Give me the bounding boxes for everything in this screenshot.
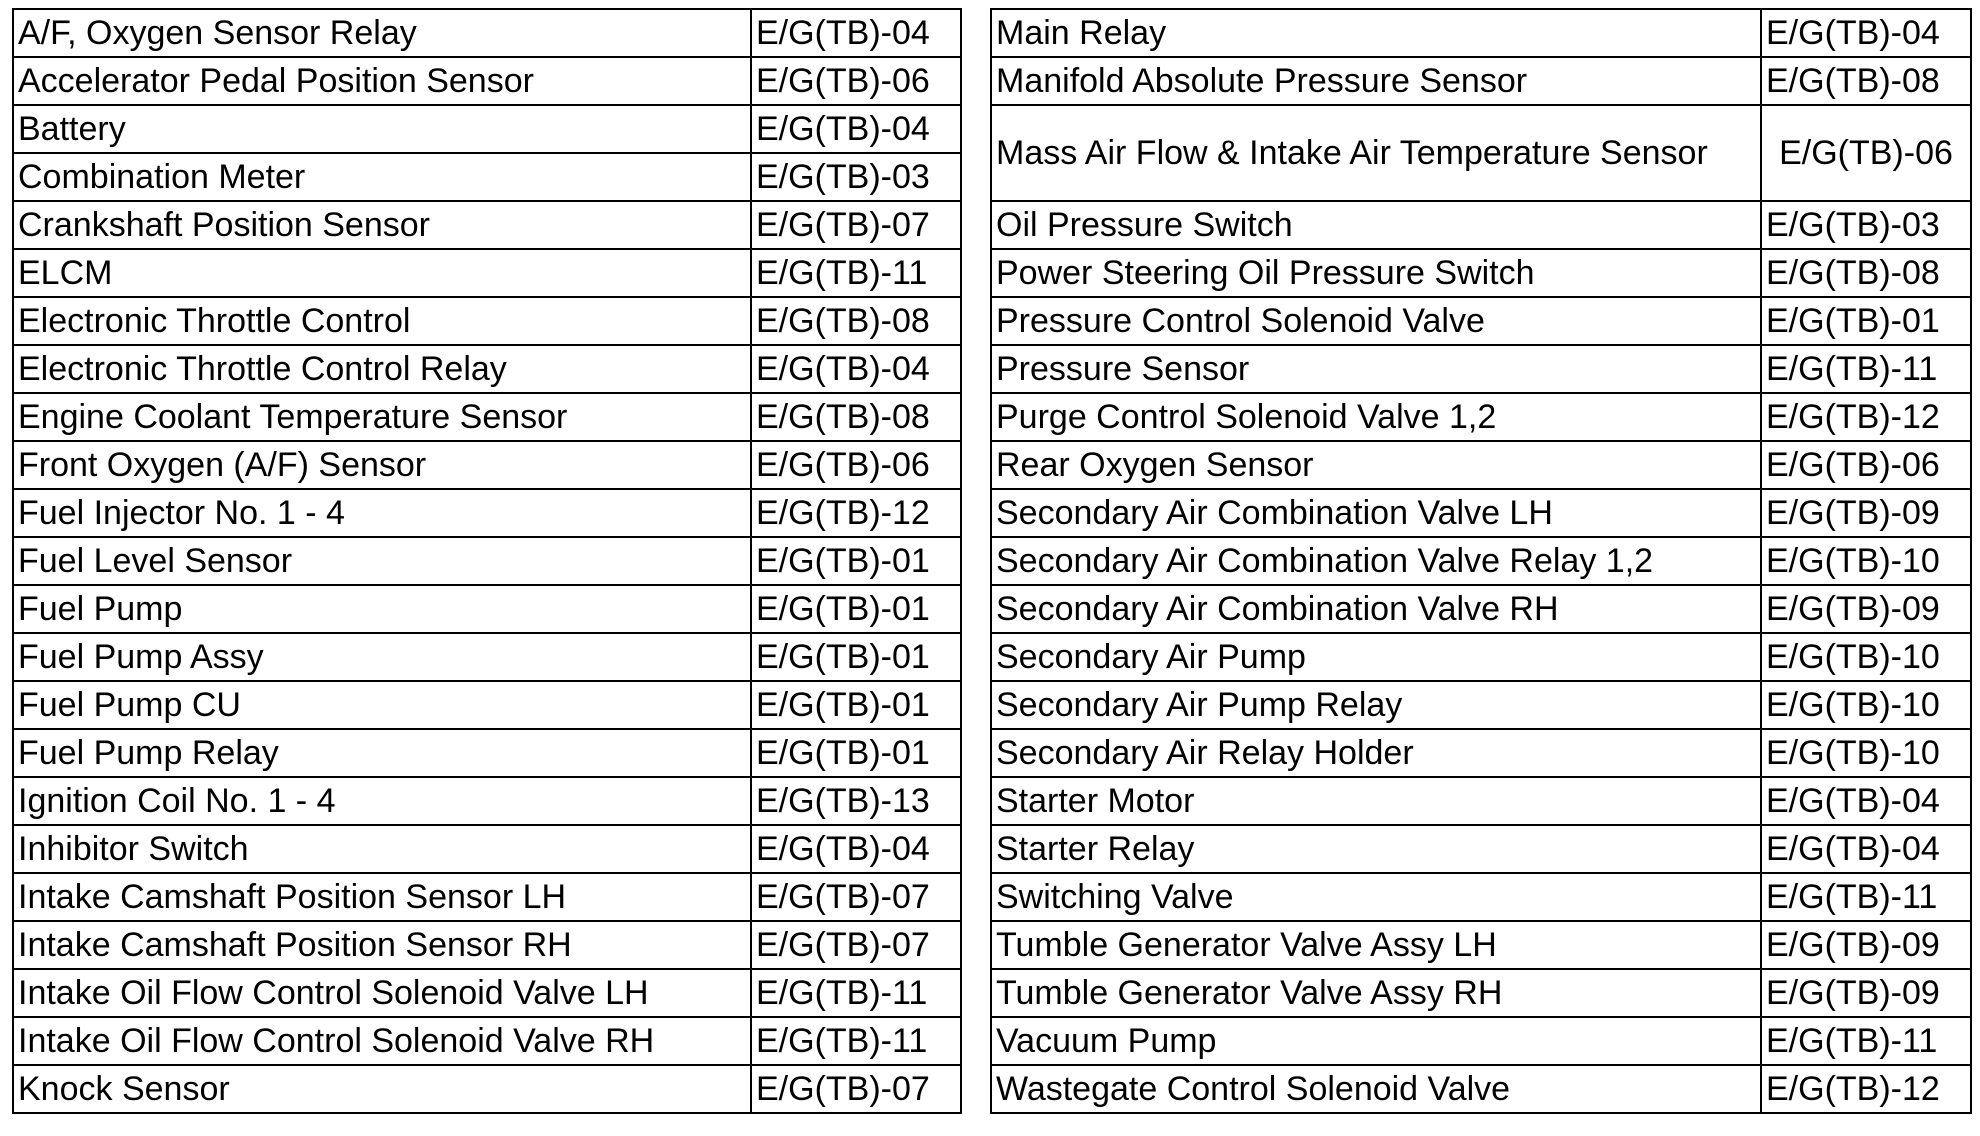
connector-code-left: E/G(TB)-07: [751, 201, 961, 249]
connector-code-left: E/G(TB)-08: [751, 393, 961, 441]
component-name-right: Secondary Air Relay Holder: [991, 729, 1761, 777]
connector-code-left: E/G(TB)-11: [751, 249, 961, 297]
column-gap: [961, 921, 991, 969]
table-row: [13, 537, 1971, 585]
column-gap: [961, 537, 991, 585]
column-gap: [961, 1017, 991, 1065]
component-name-left: Ignition Coil No. 1 - 4: [13, 777, 751, 825]
column-gap: [961, 585, 991, 633]
table-row: [13, 921, 1971, 969]
column-gap: [961, 297, 991, 345]
connector-code-left: E/G(TB)-01: [751, 729, 961, 777]
table-row: [13, 777, 1971, 825]
connector-code-right: E/G(TB)-09: [1761, 585, 1971, 633]
connector-code-left: E/G(TB)-12: [751, 489, 961, 537]
component-name-right: Main Relay: [991, 9, 1761, 57]
component-name-left: Intake Camshaft Position Sensor LH: [13, 873, 751, 921]
connector-code-left: E/G(TB)-13: [751, 777, 961, 825]
component-name-right: Wastegate Control Solenoid Valve: [991, 1065, 1761, 1113]
component-name-right: Power Steering Oil Pressure Switch: [991, 249, 1761, 297]
connector-code-left: E/G(TB)-01: [751, 537, 961, 585]
component-name-left: Fuel Pump: [13, 585, 751, 633]
column-gap: [961, 1065, 991, 1113]
column-gap: [961, 249, 991, 297]
connector-code-left: E/G(TB)-06: [751, 441, 961, 489]
connector-code-left: E/G(TB)-06: [751, 57, 961, 105]
component-name-right: Secondary Air Combination Valve Relay 1,2: [991, 537, 1761, 585]
connector-code-right: E/G(TB)-11: [1761, 1017, 1971, 1065]
connector-code-left: E/G(TB)-11: [751, 969, 961, 1017]
column-gap: [961, 9, 991, 57]
table-row: [13, 393, 1971, 441]
component-name-right: Switching Valve: [991, 873, 1761, 921]
connector-code-right: E/G(TB)-04: [1761, 777, 1971, 825]
column-gap: [961, 441, 991, 489]
connector-code-right: E/G(TB)-10: [1761, 633, 1971, 681]
component-name-left: Engine Coolant Temperature Sensor: [13, 393, 751, 441]
connector-code-left: E/G(TB)-04: [751, 9, 961, 57]
column-gap: [961, 777, 991, 825]
component-name-right: Purge Control Solenoid Valve 1,2: [991, 393, 1761, 441]
component-name-right: Starter Relay: [991, 825, 1761, 873]
column-gap: [961, 105, 991, 153]
connector-code-right: E/G(TB)-11: [1761, 873, 1971, 921]
component-name-left: Fuel Injector No. 1 - 4: [13, 489, 751, 537]
table-row: [13, 1017, 1971, 1065]
component-name-right: Secondary Air Pump: [991, 633, 1761, 681]
component-name-right: Tumble Generator Valve Assy LH: [991, 921, 1761, 969]
connector-code-right: E/G(TB)-08: [1761, 57, 1971, 105]
column-gap: [961, 201, 991, 249]
table-row: [13, 585, 1971, 633]
column-gap: [961, 969, 991, 1017]
table-row: [13, 9, 1971, 57]
component-name-left: A/F, Oxygen Sensor Relay: [13, 9, 751, 57]
component-name-left: Front Oxygen (A/F) Sensor: [13, 441, 751, 489]
component-name-left: Electronic Throttle Control: [13, 297, 751, 345]
connector-code-left: E/G(TB)-01: [751, 633, 961, 681]
column-gap: [961, 489, 991, 537]
component-name-left: Intake Oil Flow Control Solenoid Valve RH: [13, 1017, 751, 1065]
table-row: [13, 681, 1971, 729]
table-row: [13, 873, 1971, 921]
table-row: [13, 489, 1971, 537]
component-name-left: Inhibitor Switch: [13, 825, 751, 873]
component-name-left: Fuel Pump CU: [13, 681, 751, 729]
table-row: [13, 1065, 1971, 1113]
connector-code-left: E/G(TB)-07: [751, 921, 961, 969]
component-name-right: Secondary Air Combination Valve LH: [991, 489, 1761, 537]
component-name-right: Vacuum Pump: [991, 1017, 1761, 1065]
component-name-right: Secondary Air Combination Valve RH: [991, 585, 1761, 633]
component-name-left: Knock Sensor: [13, 1065, 751, 1113]
connector-code-left: E/G(TB)-04: [751, 345, 961, 393]
connector-code-left: E/G(TB)-11: [751, 1017, 961, 1065]
connector-code-left: E/G(TB)-01: [751, 681, 961, 729]
connector-code-right: E/G(TB)-12: [1761, 393, 1971, 441]
connector-code-right: E/G(TB)-10: [1761, 729, 1971, 777]
connector-code-right: E/G(TB)-06: [1761, 441, 1971, 489]
table-row: [13, 345, 1971, 393]
component-name-left: Fuel Level Sensor: [13, 537, 751, 585]
component-name-left: Intake Oil Flow Control Solenoid Valve LH: [13, 969, 751, 1017]
component-name-right: Pressure Control Solenoid Valve: [991, 297, 1761, 345]
component-name-right: Oil Pressure Switch: [991, 201, 1761, 249]
component-name-left: Electronic Throttle Control Relay: [13, 345, 751, 393]
connector-code-left: E/G(TB)-04: [751, 105, 961, 153]
table-row: [13, 633, 1971, 681]
component-name-right: Secondary Air Pump Relay: [991, 681, 1761, 729]
component-name-right: Pressure Sensor: [991, 345, 1761, 393]
component-index-table: [12, 8, 1972, 1114]
component-name-left: Crankshaft Position Sensor: [13, 201, 751, 249]
component-index-body: [13, 9, 1971, 1113]
connector-code-right: E/G(TB)-09: [1761, 969, 1971, 1017]
connector-code-right: E/G(TB)-03: [1761, 201, 1971, 249]
connector-code-right: E/G(TB)-06: [1761, 105, 1971, 201]
column-gap: [961, 729, 991, 777]
connector-code-right: E/G(TB)-04: [1761, 825, 1971, 873]
connector-code-right: E/G(TB)-01: [1761, 297, 1971, 345]
component-name-left: Intake Camshaft Position Sensor RH: [13, 921, 751, 969]
connector-code-left: E/G(TB)-03: [751, 153, 961, 201]
connector-code-left: E/G(TB)-08: [751, 297, 961, 345]
table-row: [13, 249, 1971, 297]
connector-code-right: E/G(TB)-04: [1761, 9, 1971, 57]
connector-code-left: E/G(TB)-07: [751, 873, 961, 921]
connector-code-right: E/G(TB)-09: [1761, 489, 1971, 537]
connector-code-right: E/G(TB)-11: [1761, 345, 1971, 393]
column-gap: [961, 873, 991, 921]
component-name-left: Fuel Pump Assy: [13, 633, 751, 681]
table-row: [13, 105, 1971, 153]
connector-code-right: E/G(TB)-10: [1761, 537, 1971, 585]
component-name-left: Battery: [13, 105, 751, 153]
component-name-left: Combination Meter: [13, 153, 751, 201]
component-name-right: Mass Air Flow & Intake Air Temperature Sensor: [991, 105, 1761, 201]
component-name-right: Manifold Absolute Pressure Sensor: [991, 57, 1761, 105]
connector-code-left: E/G(TB)-07: [751, 1065, 961, 1113]
connector-code-right: E/G(TB)-09: [1761, 921, 1971, 969]
component-name-right: Starter Motor: [991, 777, 1761, 825]
component-name-left: ELCM: [13, 249, 751, 297]
column-gap: [961, 345, 991, 393]
table-row: [13, 441, 1971, 489]
component-name-left: Accelerator Pedal Position Sensor: [13, 57, 751, 105]
component-name-left: Fuel Pump Relay: [13, 729, 751, 777]
table-row: [13, 201, 1971, 249]
connector-code-right: E/G(TB)-10: [1761, 681, 1971, 729]
connector-code-right: E/G(TB)-12: [1761, 1065, 1971, 1113]
column-gap: [961, 393, 991, 441]
column-gap: [961, 633, 991, 681]
table-row: [13, 729, 1971, 777]
component-name-right: Rear Oxygen Sensor: [991, 441, 1761, 489]
table-row: [13, 57, 1971, 105]
connector-code-left: E/G(TB)-01: [751, 585, 961, 633]
column-gap: [961, 57, 991, 105]
connector-code-right: E/G(TB)-08: [1761, 249, 1971, 297]
column-gap: [961, 153, 991, 201]
table-row: [13, 825, 1971, 873]
column-gap: [961, 681, 991, 729]
table-row: [13, 297, 1971, 345]
column-gap: [961, 825, 991, 873]
component-name-right: Tumble Generator Valve Assy RH: [991, 969, 1761, 1017]
table-row: [13, 969, 1971, 1017]
connector-code-left: E/G(TB)-04: [751, 825, 961, 873]
